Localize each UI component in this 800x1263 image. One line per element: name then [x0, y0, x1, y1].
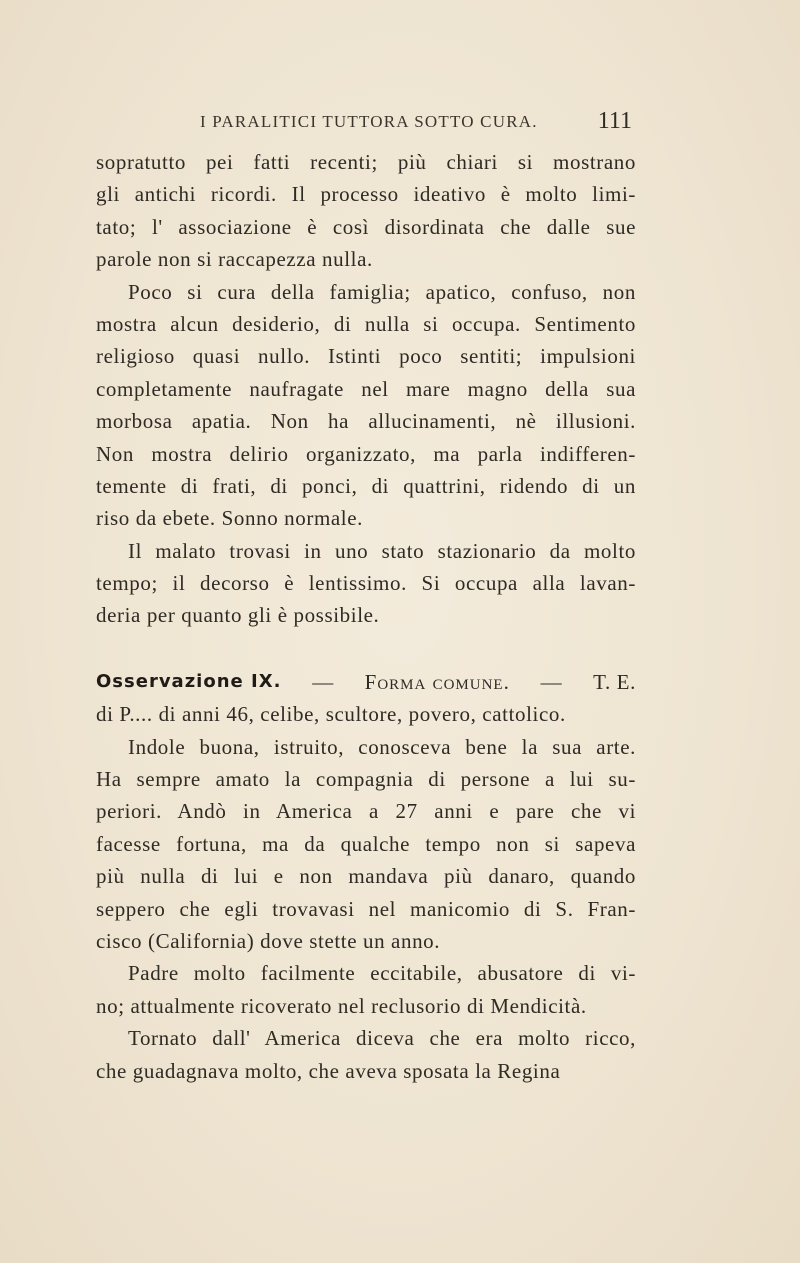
page-header: [200, 108, 632, 138]
text-line: completamente naufragate nel mare magno della sua: [96, 376, 636, 401]
running-title: I PARALITICI TUTTORA SOTTO CURA.: [200, 112, 538, 131]
patient-initials: T. E.: [593, 669, 636, 694]
text-line: temente di frati, di ponci, di quattrini, ridendo di un: [96, 473, 636, 498]
text-line: Il malato trovasi in uno stato stazionario da molto: [128, 538, 636, 563]
text-line: mostra alcun desiderio, di nulla si occupa. Sentimento: [96, 311, 636, 336]
text-line: tato; l' associazione è così disordinata che dalle sue: [96, 214, 636, 239]
text-line: no; attualmente ricoverato nel reclusorio di Mendicità.: [96, 993, 587, 1018]
text-line: sopratutto pei fatti recenti; più chiari si mostrano: [96, 150, 636, 174]
text-line: di P.... di anni 46, celibe, scultore, povero, cattolico.: [96, 702, 566, 727]
text-line: che guadagnava molto, che aveva sposata la Regina: [96, 1058, 561, 1083]
observation-form: Forma comune.: [364, 669, 510, 694]
text-line: gli antichi ricordi. Il processo ideativo è molto limi-: [96, 182, 636, 207]
text-line: parole non si raccapezza nulla.: [96, 247, 373, 272]
text-line: Tornato dall' America diceva che era molto ricco,: [128, 1026, 636, 1051]
text-line: Indole buona, istruito, conosceva bene la sua arte.: [128, 734, 636, 759]
text-line: Ha sempre amato la compagnia di persone a lui su-: [96, 767, 636, 792]
text-line: Poco si cura della famiglia; apatico, confuso, non: [128, 279, 636, 304]
text-line: facesse fortuna, ma da qualche tempo non si sapeva: [96, 831, 636, 856]
text-line: seppero che egli trovavasi nel manicomio di S. Fran-: [96, 896, 636, 921]
dash: —: [312, 669, 334, 694]
body-text: [96, 146, 636, 1087]
dash: —: [540, 669, 563, 694]
text-line: morbosa apatia. Non ha allucinamenti, nè illusioni.: [96, 409, 636, 434]
observation-heading: [96, 666, 636, 698]
page-number: 111: [597, 108, 632, 134]
text-line: Non mostra delirio organizzato, ma parla indifferen-: [96, 441, 636, 466]
observation-label: Osservazione IX.: [96, 670, 282, 692]
section-gap: [96, 632, 636, 666]
text-line: tempo; il decorso è lentissimo. Si occupa alla lavan-: [96, 571, 636, 596]
text-line: Padre molto facilmente eccitabile, abusatore di vi-: [128, 961, 636, 986]
text-line: cisco (California) dove stette un anno.: [96, 928, 441, 953]
text-line: deria per quanto gli è possibile.: [96, 603, 380, 628]
text-line: riso da ebete. Sonno normale.: [96, 506, 364, 531]
text-line: periori. Andò in America a 27 anni e pare che vi: [96, 799, 636, 824]
text-line: più nulla di lui e non mandava più danaro, quando: [96, 864, 636, 889]
text-line: religioso quasi nullo. Istinti poco sentiti; impulsioni: [96, 344, 636, 369]
